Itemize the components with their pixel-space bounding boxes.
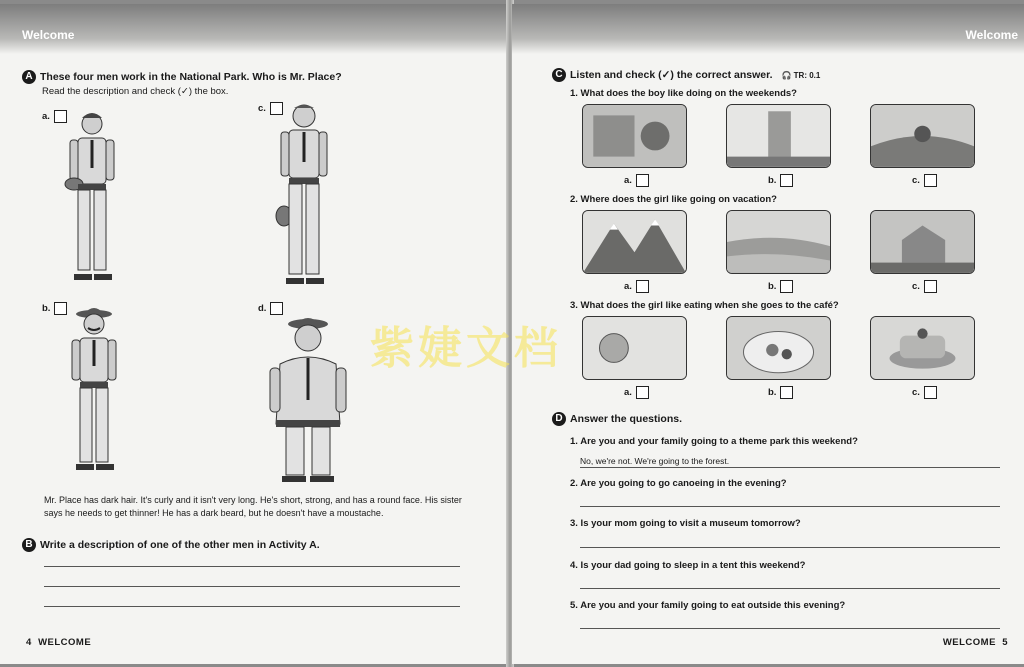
left-banner-text: Welcome bbox=[22, 28, 75, 42]
writing-line-2[interactable] bbox=[44, 586, 460, 587]
ranger-a-illustration bbox=[62, 108, 122, 286]
photo-3b bbox=[726, 316, 831, 380]
activity-b-badge: B bbox=[22, 538, 36, 552]
c1-option-b[interactable] bbox=[768, 174, 793, 187]
photo-2b bbox=[726, 210, 831, 274]
c2-option-c-checkbox[interactable] bbox=[924, 280, 937, 293]
c1-option-b-checkbox[interactable] bbox=[780, 174, 793, 187]
photo-1a bbox=[582, 104, 687, 168]
activity-d-title: Answer the questions. bbox=[570, 412, 683, 425]
d-answer-line-5[interactable] bbox=[580, 628, 1000, 629]
left-footer bbox=[26, 637, 91, 648]
c1-option-a[interactable] bbox=[624, 174, 649, 187]
c1-option-a-label: a. bbox=[624, 175, 632, 186]
activity-a-badge: A bbox=[22, 70, 36, 84]
left-page-number: 4 bbox=[26, 637, 32, 648]
photo-2c bbox=[870, 210, 975, 274]
c3-option-b-checkbox[interactable] bbox=[780, 386, 793, 399]
photo-1c bbox=[870, 104, 975, 168]
c2-option-a-checkbox[interactable] bbox=[636, 280, 649, 293]
d-answer-line-2[interactable] bbox=[580, 506, 1000, 507]
activity-a-instruction: Read the description and check (✓) the box. bbox=[42, 86, 229, 97]
option-a-label: a. bbox=[42, 111, 50, 122]
c1-option-b-label: b. bbox=[768, 175, 777, 186]
d-question-2: 2. Are you going to go canoeing in the evening? bbox=[570, 478, 787, 489]
c-question-3: 3. What does the girl like eating when she goes to the café? bbox=[570, 300, 839, 311]
right-footer-label: WELCOME bbox=[942, 637, 996, 648]
option-d-label: d. bbox=[258, 303, 267, 314]
c3-option-c-label: c. bbox=[912, 387, 920, 398]
right-page-number: 5 bbox=[1002, 637, 1008, 648]
ranger-b-illustration bbox=[64, 304, 124, 476]
c3-option-c[interactable] bbox=[912, 386, 937, 399]
c1-option-c-label: c. bbox=[912, 175, 920, 186]
writing-line-1[interactable] bbox=[44, 566, 460, 567]
c2-option-c-label: c. bbox=[912, 281, 920, 292]
left-footer-label: WELCOME bbox=[38, 637, 92, 648]
option-b-label: b. bbox=[42, 303, 51, 314]
d-question-1: 1. Are you and your family going to a theme park this weekend? bbox=[570, 436, 858, 447]
c2-option-a-label: a. bbox=[624, 281, 632, 292]
c3-option-b[interactable] bbox=[768, 386, 793, 399]
d-answer-line-1[interactable] bbox=[580, 467, 1000, 468]
activity-c-heading bbox=[552, 68, 820, 82]
c3-option-a-checkbox[interactable] bbox=[636, 386, 649, 399]
c-question-1: 1. What does the boy like doing on the weekends? bbox=[570, 88, 797, 99]
c2-option-a[interactable] bbox=[624, 280, 649, 293]
activity-a-heading bbox=[22, 70, 342, 84]
mr-place-description: Mr. Place has dark hair. It's curly and it isn't very long. He's short, strong, and has a round face. His sister says he needs to get thinner! He has a dark beard, but he doesn't have a moustache. bbox=[44, 495, 462, 518]
photo-3c bbox=[870, 316, 975, 380]
option-c-label: c. bbox=[258, 103, 266, 114]
d-question-4: 4. Is your dad going to sleep in a tent this weekend? bbox=[570, 560, 806, 571]
photo-2a bbox=[582, 210, 687, 274]
c3-option-a-label: a. bbox=[624, 387, 632, 398]
right-banner bbox=[512, 4, 1024, 54]
c3-option-c-checkbox[interactable] bbox=[924, 386, 937, 399]
activity-c-title: Listen and check (✓) the correct answer. bbox=[570, 68, 773, 81]
track-label: TR: 0.1 bbox=[793, 70, 821, 80]
activity-d-badge: D bbox=[552, 412, 566, 426]
c3-option-b-label: b. bbox=[768, 387, 777, 398]
ranger-d-illustration bbox=[266, 314, 350, 486]
writing-line-3[interactable] bbox=[44, 606, 460, 607]
d-answer-line-3[interactable] bbox=[580, 547, 1000, 548]
d-answer-1: No, we're not. We're going to the forest. bbox=[580, 456, 730, 466]
c1-option-c[interactable] bbox=[912, 174, 937, 187]
c1-option-a-checkbox[interactable] bbox=[636, 174, 649, 187]
photo-1b bbox=[726, 104, 831, 168]
activity-a-title: These four men work in the National Park. Who is Mr. Place? bbox=[40, 70, 342, 83]
activity-b-title: Write a description of one of the other men in Activity A. bbox=[40, 538, 320, 551]
d-answer-line-4[interactable] bbox=[580, 588, 1000, 589]
d-question-3: 3. Is your mom going to visit a museum tomorrow? bbox=[570, 518, 801, 529]
d-question-5: 5. Are you and your family going to eat outside this evening? bbox=[570, 600, 846, 611]
right-footer bbox=[943, 637, 1008, 648]
headphones-icon[interactable]: 🎧 bbox=[781, 70, 792, 80]
c2-option-b-label: b. bbox=[768, 281, 777, 292]
activity-c-badge: C bbox=[552, 68, 566, 82]
c2-option-b[interactable] bbox=[768, 280, 793, 293]
ranger-c-illustration bbox=[272, 100, 336, 290]
right-page bbox=[512, 4, 1024, 664]
c1-option-c-checkbox[interactable] bbox=[924, 174, 937, 187]
activity-b-heading bbox=[22, 538, 320, 552]
c2-option-c[interactable] bbox=[912, 280, 937, 293]
left-banner bbox=[0, 4, 508, 54]
right-banner-text: Welcome bbox=[965, 28, 1018, 42]
c-question-2: 2. Where does the girl like going on vacation? bbox=[570, 194, 777, 205]
photo-3a bbox=[582, 316, 687, 380]
c2-option-b-checkbox[interactable] bbox=[780, 280, 793, 293]
watermark: 紫婕文档 bbox=[370, 323, 562, 374]
activity-d-heading bbox=[552, 412, 682, 426]
c3-option-a[interactable] bbox=[624, 386, 649, 399]
